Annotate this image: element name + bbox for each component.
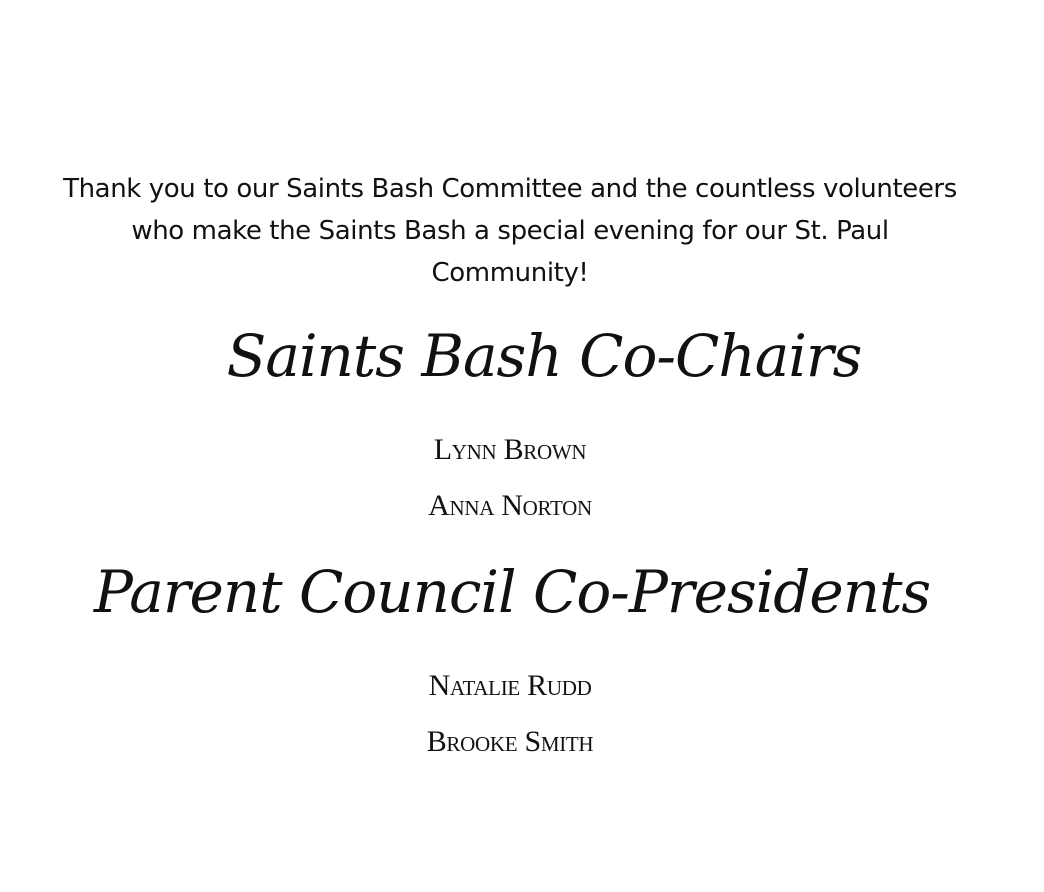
co-chair-name: Lynn Brown bbox=[433, 433, 587, 466]
co-chairs-heading: Saints Bash Co-Chairs bbox=[226, 322, 862, 390]
thank-you-message bbox=[40, 168, 980, 294]
co-chair-name: Anna Norton bbox=[428, 489, 592, 522]
thank-you-line-2: who make the Saints Bash a special evening for our St. Paul bbox=[131, 216, 889, 246]
co-president-name: Brooke Smith bbox=[426, 725, 594, 758]
co-president-name: Natalie Rudd bbox=[428, 669, 592, 702]
co-presidents-heading: Parent Council Co-Presidents bbox=[93, 558, 931, 626]
thank-you-line-3: Community! bbox=[431, 258, 589, 288]
thank-you-line-1: Thank you to our Saints Bash Committee and the countless volunteers bbox=[63, 174, 957, 204]
